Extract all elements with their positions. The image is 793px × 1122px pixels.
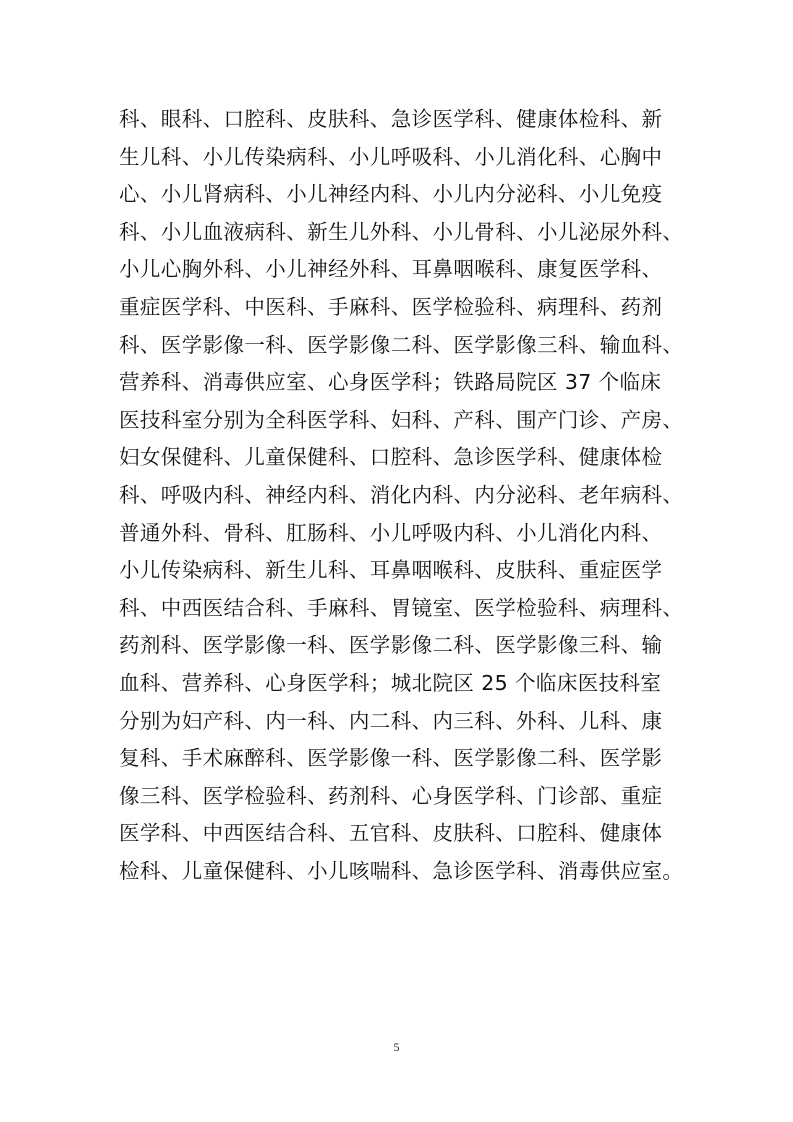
text-line: 医学科、中西医结合科、五官科、皮肤科、口腔科、健康体 bbox=[119, 821, 663, 846]
text-line: 小儿心胸外科、小儿神经外科、耳鼻咽喉科、康复医学科、 bbox=[119, 257, 663, 282]
text-line: 像三科、医学检验科、药剂科、心身医学科、门诊部、重症 bbox=[119, 783, 663, 808]
text-line: 小儿传染病科、新生儿科、耳鼻咽喉科、皮肤科、重症医学 bbox=[119, 558, 663, 583]
text-line: 妇女保健科、儿童保健科、口腔科、急诊医学科、健康体检 bbox=[119, 445, 663, 470]
text-line: 科、小儿血液病科、新生儿外科、小儿骨科、小儿泌尿外科、 bbox=[119, 219, 684, 244]
text-line: 科、医学影像一科、医学影像二科、医学影像三科、输血科、 bbox=[119, 332, 684, 357]
body-paragraph bbox=[119, 101, 689, 890]
text-line: 复科、手术麻醉科、医学影像一科、医学影像二科、医学影 bbox=[119, 746, 663, 771]
text-line: 检科、儿童保健科、小儿咳喘科、急诊医学科、消毒供应室。 bbox=[119, 858, 684, 883]
text-line: 普通外科、骨科、肛肠科、小儿呼吸内科、小儿消化内科、 bbox=[119, 520, 663, 545]
page-number: 5 bbox=[393, 1040, 400, 1054]
text-line: 药剂科、医学影像一科、医学影像二科、医学影像三科、输 bbox=[119, 633, 663, 658]
text-line: 科、眼科、口腔科、皮肤科、急诊医学科、健康体检科、新 bbox=[119, 107, 663, 131]
text-line: 医技科室分别为全科医学科、妇科、产科、围产门诊、产房、 bbox=[119, 407, 684, 432]
text-line: 血科、营养科、心身医学科；城北院区 25 个临床医技科室 bbox=[119, 670, 662, 695]
text-line: 分别为妇产科、内一科、内二科、内三科、外科、儿科、康 bbox=[119, 708, 663, 733]
text-line: 重症医学科、中医科、手麻科、医学检验科、病理科、药剂 bbox=[119, 294, 663, 319]
text-line: 营养科、消毒供应室、心身医学科；铁路局院区 37 个临床 bbox=[119, 370, 662, 395]
text-line: 科、中西医结合科、手麻科、胃镜室、医学检验科、病理科、 bbox=[119, 595, 684, 620]
text-line: 心、小儿肾病科、小儿神经内科、小儿内分泌科、小儿免疫 bbox=[119, 182, 663, 207]
text-line: 生儿科、小儿传染病科、小儿呼吸科、小儿消化科、心胸中 bbox=[119, 144, 663, 169]
text-line: 科、呼吸内科、神经内科、消化内科、内分泌科、老年病科、 bbox=[119, 482, 684, 507]
